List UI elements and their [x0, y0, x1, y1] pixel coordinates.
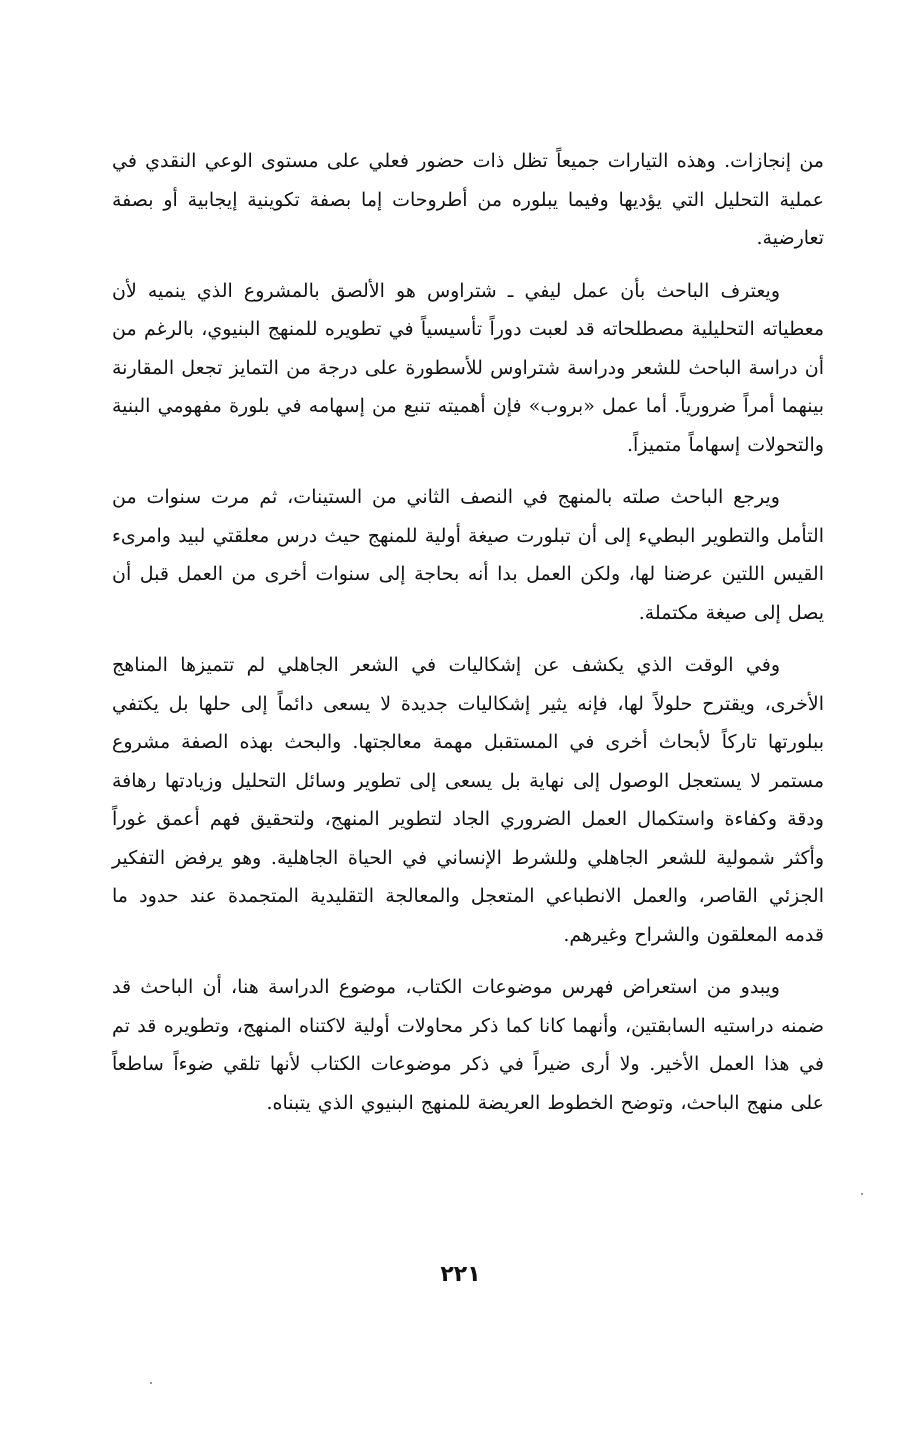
paragraph-4: وفي الوقت الذي يكشف عن إشكاليات في الشعر الجاهلي لم تتميزها المناهج الأخرى، ويقترح حلولاً لها، فإنه يثير إشكاليات جديدة لا يسعى دائماً إلى حلها بل يكتفي ببلورتها تاركاً لأبحاث أخرى في المستقبل مهمة معالجتها. والبحث بهذه الصفة مشروع مستمر لا يستعجل الوصول إلى نهاية بل يسعى إلى تطوير وسائل التحليل وزيادتها رهافة ودقة وكفاءة واستكمال العمل الضروري الجاد لتطوير المنهج، ولتحقيق فهم أعمق غوراً وأكثر شمولية للشعر الجاهلي وللشرط الإنساني في الحياة الجاهلية. وهو يرفض التفكير الجزئي القاصر، والعمل الانطباعي المتعجل والمعالجة التقليدية المتجمدة عند حدود ما قدمه المعلقون والشراح وغيرهم.: [112, 654, 824, 946]
body-text: [112, 142, 824, 1136]
paragraph-3: ويرجع الباحث صلته بالمنهج في النصف الثاني من الستينات، ثم مرت سنوات من التأمل والتطوير البطيء إلى أن تبلورت صيغة أولية للمنهج حيث درس معلقتي لبيد وامرىء القيس اللتين عرضنا لها، ولكن العمل بدا أنه بحاجة إلى سنوات أخرى من العمل قبل أن يصل إلى صيغة مكتملة.: [112, 486, 824, 624]
paragraph-2: ويعترف الباحث بأن عمل ليفي ـ شتراوس هو الألصق بالمشروع الذي ينميه لأن معطياته التحليلية مصطلحاته قد لعبت دوراً تأسيسياً في تطويره للمنهج البنيوي، بالرغم من أن دراسة الباحث للشعر ودراسة شتراوس للأسطورة على درجة من التمايز تجعل المقارنة بينهما أمراً ضرورياً. أما عمل «بروب» فإن أهميته تنبع من إسهامه في بلورة مفهومي البنية والتحولات إسهاماً متميزاً.: [112, 279, 824, 456]
paragraph-1: من إنجازات. وهذه التيارات جميعاً تظل ذات حضور فعلي على مستوى الوعي النقدي في عملية التحليل التي يؤديها وفيما يبلوره من أطروحات إما بصفة تكوينية إيجابية أو بصفة تعارضية.: [112, 150, 824, 249]
scan-speck: [861, 1193, 863, 1195]
page-number: ٢٢١: [440, 1262, 481, 1287]
scan-speck: [150, 1382, 152, 1384]
paragraph-5: ويبدو من استعراض فهرس موضوعات الكتاب، موضوع الدراسة هنا، أن الباحث قد ضمنه دراستيه السابقتين، وأنهما كانا كما ذكر محاولات أولية لاكتناه المنهج، وتطويره قد تم في هذا العمل الأخير. ولا أرى ضيراً في ذكر موضوعات الكتاب لأنها تلقي ضوءاً ساطعاً على منهج الباحث، وتوضح الخطوط العريضة للمنهج البنيوي الذي يتبناه.: [112, 976, 824, 1114]
